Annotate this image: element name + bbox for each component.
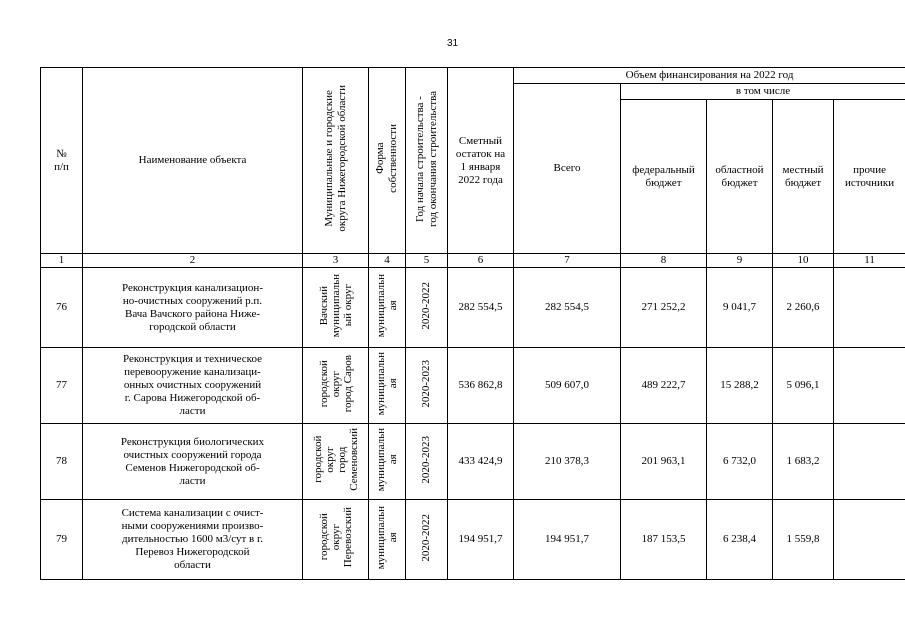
header-name: Наименование объекта <box>83 68 303 254</box>
col-number: 1 <box>41 254 83 268</box>
row-municipality: городской округ город Саров <box>303 348 369 424</box>
row-years: 2020-2022 <box>406 500 448 580</box>
row-local: 1 559,8 <box>773 500 834 580</box>
header-total: Всего <box>514 84 621 254</box>
col-number: 10 <box>773 254 834 268</box>
row-federal: 187 153,5 <box>621 500 707 580</box>
funding-table <box>40 67 905 580</box>
table-row <box>41 348 905 424</box>
col-number: 11 <box>834 254 905 268</box>
row-municipality: городской округ Перевозский <box>303 500 369 580</box>
row-object-name: Реконструкция канализацион- но-очистных сооружений р.п. Вача Вачского района Ниже- городской области <box>83 268 303 348</box>
row-local: 2 260,6 <box>773 268 834 348</box>
header-regional: областной бюджет <box>707 100 773 254</box>
row-ownership: муниципальн ая <box>369 348 406 424</box>
row-object-name: Система канализации с очист- ными сооружениями произво- дительностью 1600 м3/сут в г. Перевоз Нижегородской области <box>83 500 303 580</box>
row-regional: 6 238,4 <box>707 500 773 580</box>
header-local: местный бюджет <box>773 100 834 254</box>
row-num: 77 <box>41 348 83 424</box>
row-total: 509 607,0 <box>514 348 621 424</box>
row-estimate: 433 424,9 <box>448 424 514 500</box>
row-object-name: Реконструкция биологических очистных сооружений города Семенов Нижегородской об- ласти <box>83 424 303 500</box>
col-number: 8 <box>621 254 707 268</box>
row-local: 5 096,1 <box>773 348 834 424</box>
row-other <box>834 268 905 348</box>
col-number: 6 <box>448 254 514 268</box>
row-object-name: Реконструкция и техническое перевооружение канализаци- онных очистных сооружений г. Сарова Нижегородской об- ласти <box>83 348 303 424</box>
page-number: 31 <box>446 38 459 49</box>
row-years: 2020-2023 <box>406 424 448 500</box>
row-other <box>834 348 905 424</box>
row-num: 79 <box>41 500 83 580</box>
col-number: 7 <box>514 254 621 268</box>
header-years: Год начала строительства - год окончания строительства <box>406 68 448 254</box>
col-number: 3 <box>303 254 369 268</box>
row-num: 76 <box>41 268 83 348</box>
header-municipality: Муниципальные и городские округа Нижегородской области <box>303 68 369 254</box>
row-estimate: 536 862,8 <box>448 348 514 424</box>
row-ownership: муниципальн ая <box>369 424 406 500</box>
row-regional: 9 041,7 <box>707 268 773 348</box>
header-estimate: Сметный остаток на 1 января 2022 года <box>448 68 514 254</box>
header-federal: федеральный бюджет <box>621 100 707 254</box>
row-years: 2020-2022 <box>406 268 448 348</box>
row-ownership: муниципальн ая <box>369 268 406 348</box>
header-num: № п/п <box>41 68 83 254</box>
col-number: 9 <box>707 254 773 268</box>
header-ownership: Форма собственности <box>369 68 406 254</box>
header-other: прочие источники <box>834 100 905 254</box>
row-regional: 15 288,2 <box>707 348 773 424</box>
row-years: 2020-2023 <box>406 348 448 424</box>
table-row <box>41 268 905 348</box>
row-other <box>834 500 905 580</box>
row-regional: 6 732,0 <box>707 424 773 500</box>
col-number: 5 <box>406 254 448 268</box>
row-estimate: 194 951,7 <box>448 500 514 580</box>
header-including: в том числе <box>621 84 905 100</box>
header-funding-group: Объем финансирования на 2022 год <box>514 68 905 84</box>
row-local: 1 683,2 <box>773 424 834 500</box>
column-number-row <box>41 254 905 268</box>
row-federal: 489 222,7 <box>621 348 707 424</box>
row-ownership: муниципальн ая <box>369 500 406 580</box>
row-total: 282 554,5 <box>514 268 621 348</box>
col-number: 2 <box>83 254 303 268</box>
row-municipality: городской округ город Семеновский <box>303 424 369 500</box>
row-other <box>834 424 905 500</box>
row-estimate: 282 554,5 <box>448 268 514 348</box>
row-municipality: Вачский муниципальн ый округ <box>303 268 369 348</box>
row-federal: 271 252,2 <box>621 268 707 348</box>
row-federal: 201 963,1 <box>621 424 707 500</box>
table-row <box>41 500 905 580</box>
col-number: 4 <box>369 254 406 268</box>
row-num: 78 <box>41 424 83 500</box>
row-total: 194 951,7 <box>514 500 621 580</box>
table-row <box>41 424 905 500</box>
row-total: 210 378,3 <box>514 424 621 500</box>
